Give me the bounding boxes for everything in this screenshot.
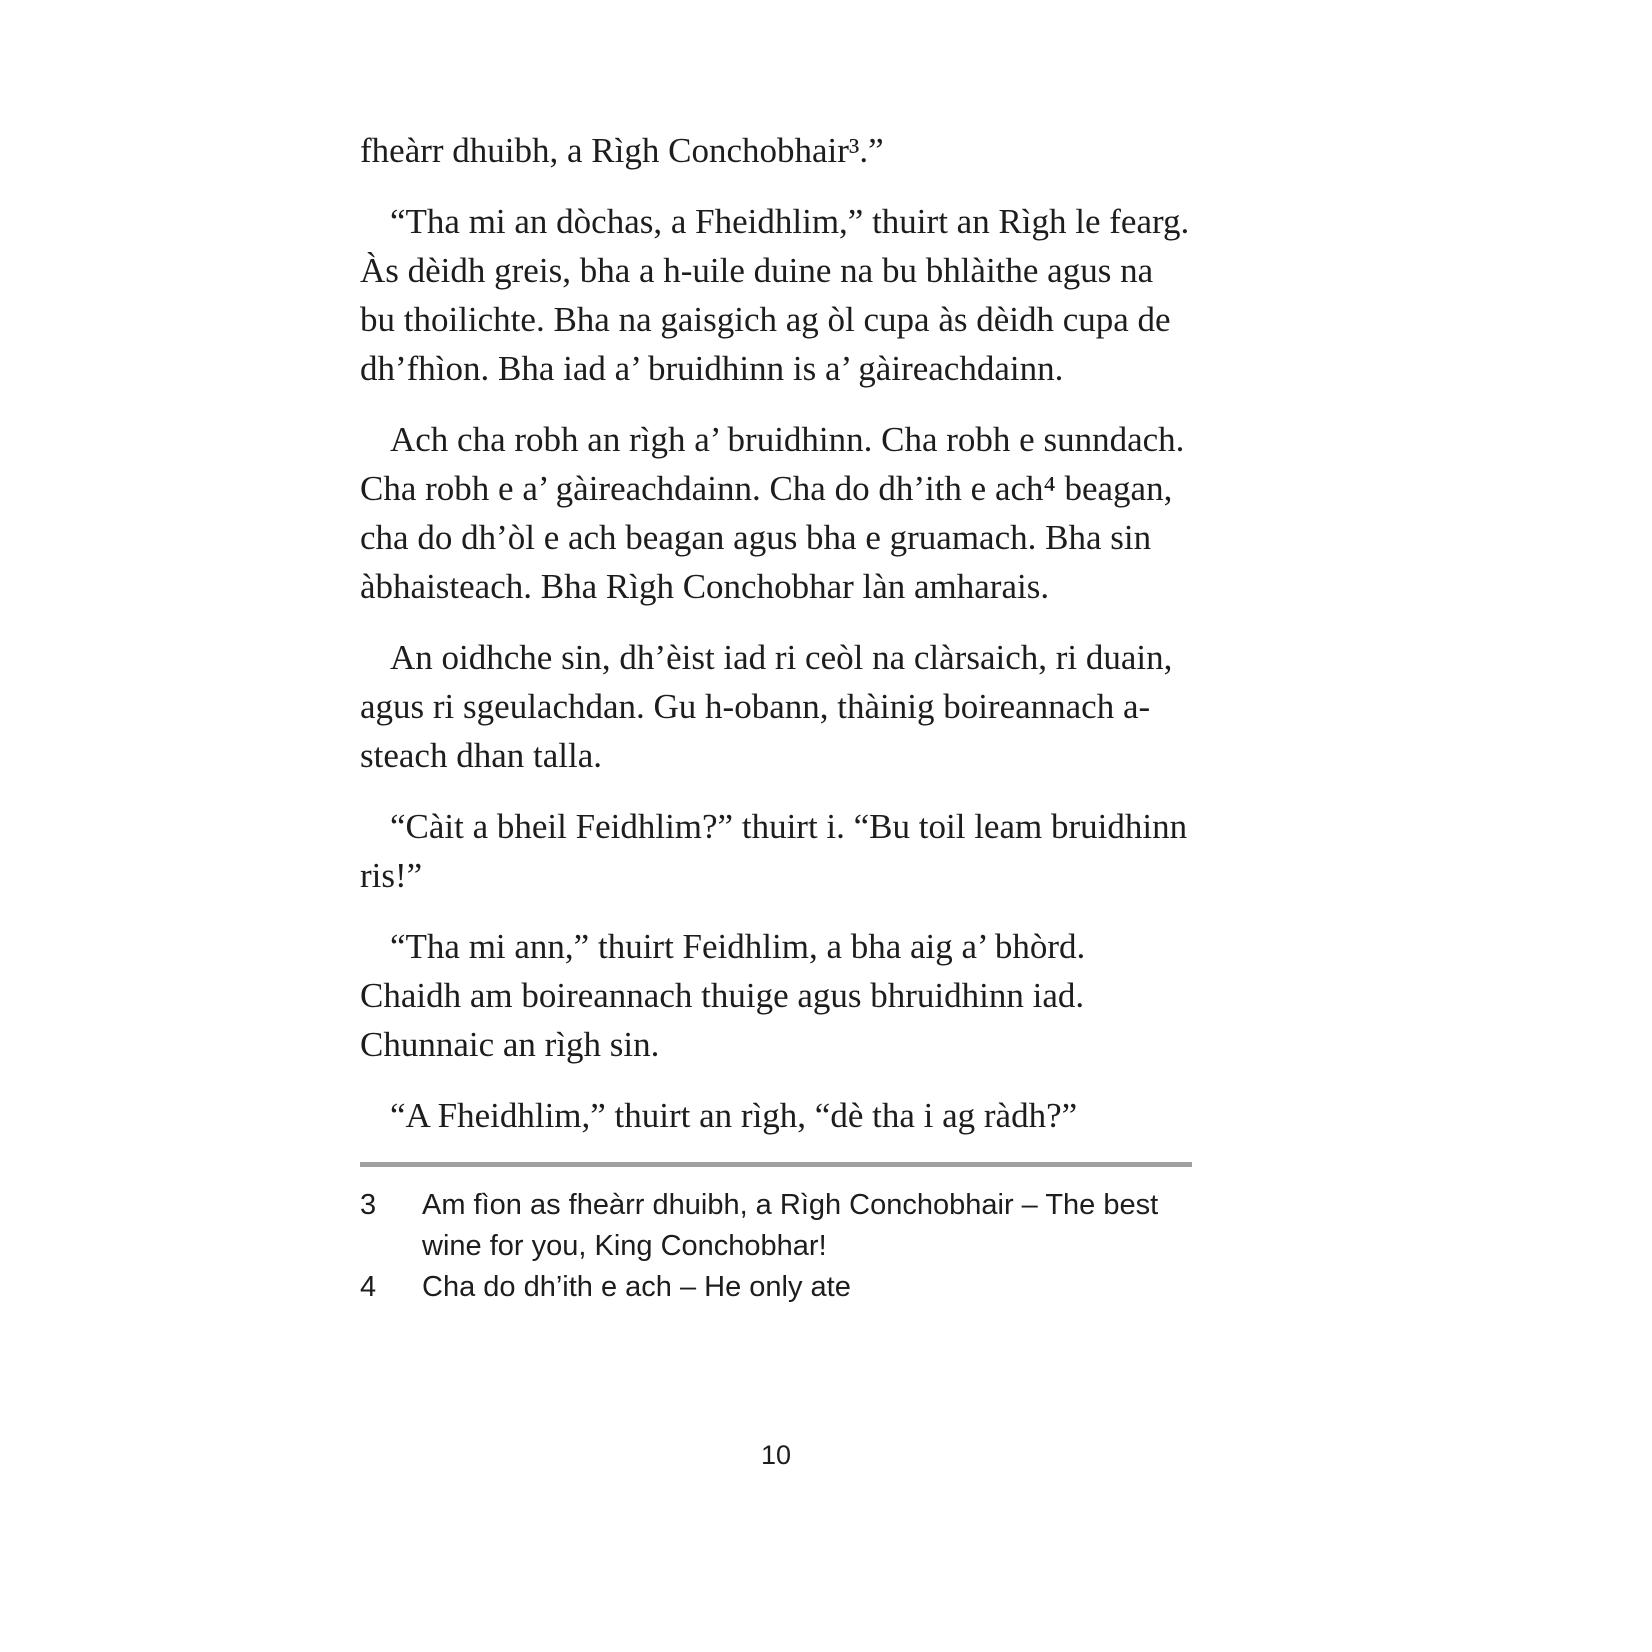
footnote <box>360 1267 1192 1308</box>
paragraph: An oidhche sin, dh’èist iad ri ceòl na clàrsaich, ri duain, agus ri sgeulachdan. Gu h-obann, thàinig boireannach a-steach dhan talla. <box>360 638 1173 775</box>
footnote-text: Am fìon as fheàrr dhuibh, a Rìgh Conchobhair – The best wine for you, King Conchobhar! <box>422 1189 1159 1262</box>
body-text <box>360 126 1192 1140</box>
footnote-number: 4 <box>360 1271 377 1303</box>
paragraph: “Tha mi ann,” thuirt Feidhlim, a bha aig a’ bhòrd. Chaidh am boireannach thuige agus bhruidhinn iad. Chunnaic an rìgh sin. <box>360 927 1086 1064</box>
footnote-text: Cha do dh’ith e ach – He only ate <box>422 1271 851 1303</box>
text-column <box>360 126 1192 1308</box>
paragraph-continuation: fheàrr dhuibh, a Rìgh Conchobhair³.” <box>360 131 884 170</box>
footnote <box>360 1185 1192 1267</box>
paragraph: “Càit a bheil Feidhlim?” thuirt i. “Bu toil leam bruidhinn ris!” <box>360 807 1188 895</box>
paragraph: “A Fheidhlim,” thuirt an rìgh, “dè tha i ag ràdh?” <box>390 1096 1078 1135</box>
footnotes <box>360 1185 1192 1308</box>
paragraph: “Tha mi an dòchas, a Fheidhlim,” thuirt an Rìgh le fearg. Às dèidh greis, bha a h-uile duine na bu bhlàithe agus na bu thoilichte. Bha na gaisgich ag òl cupa às dèidh cupa de dh’fhìon. Bha iad a’ bruidhinn is a’ gàireachdainn. <box>360 202 1190 388</box>
footnote-divider <box>360 1162 1192 1167</box>
page-number: 10 <box>760 1440 792 1470</box>
footnote-number: 3 <box>360 1189 377 1221</box>
paragraph: Ach cha robh an rìgh a’ bruidhinn. Cha robh e sunndach. Cha robh e a’ gàireachdainn. Cha do dh’ith e ach⁴ beagan, cha do dh’òl e ach beagan agus bha e gruamach. Bha sin àbhaisteach. Bha Rìgh Conchobhar làn amharais. <box>360 420 1185 606</box>
